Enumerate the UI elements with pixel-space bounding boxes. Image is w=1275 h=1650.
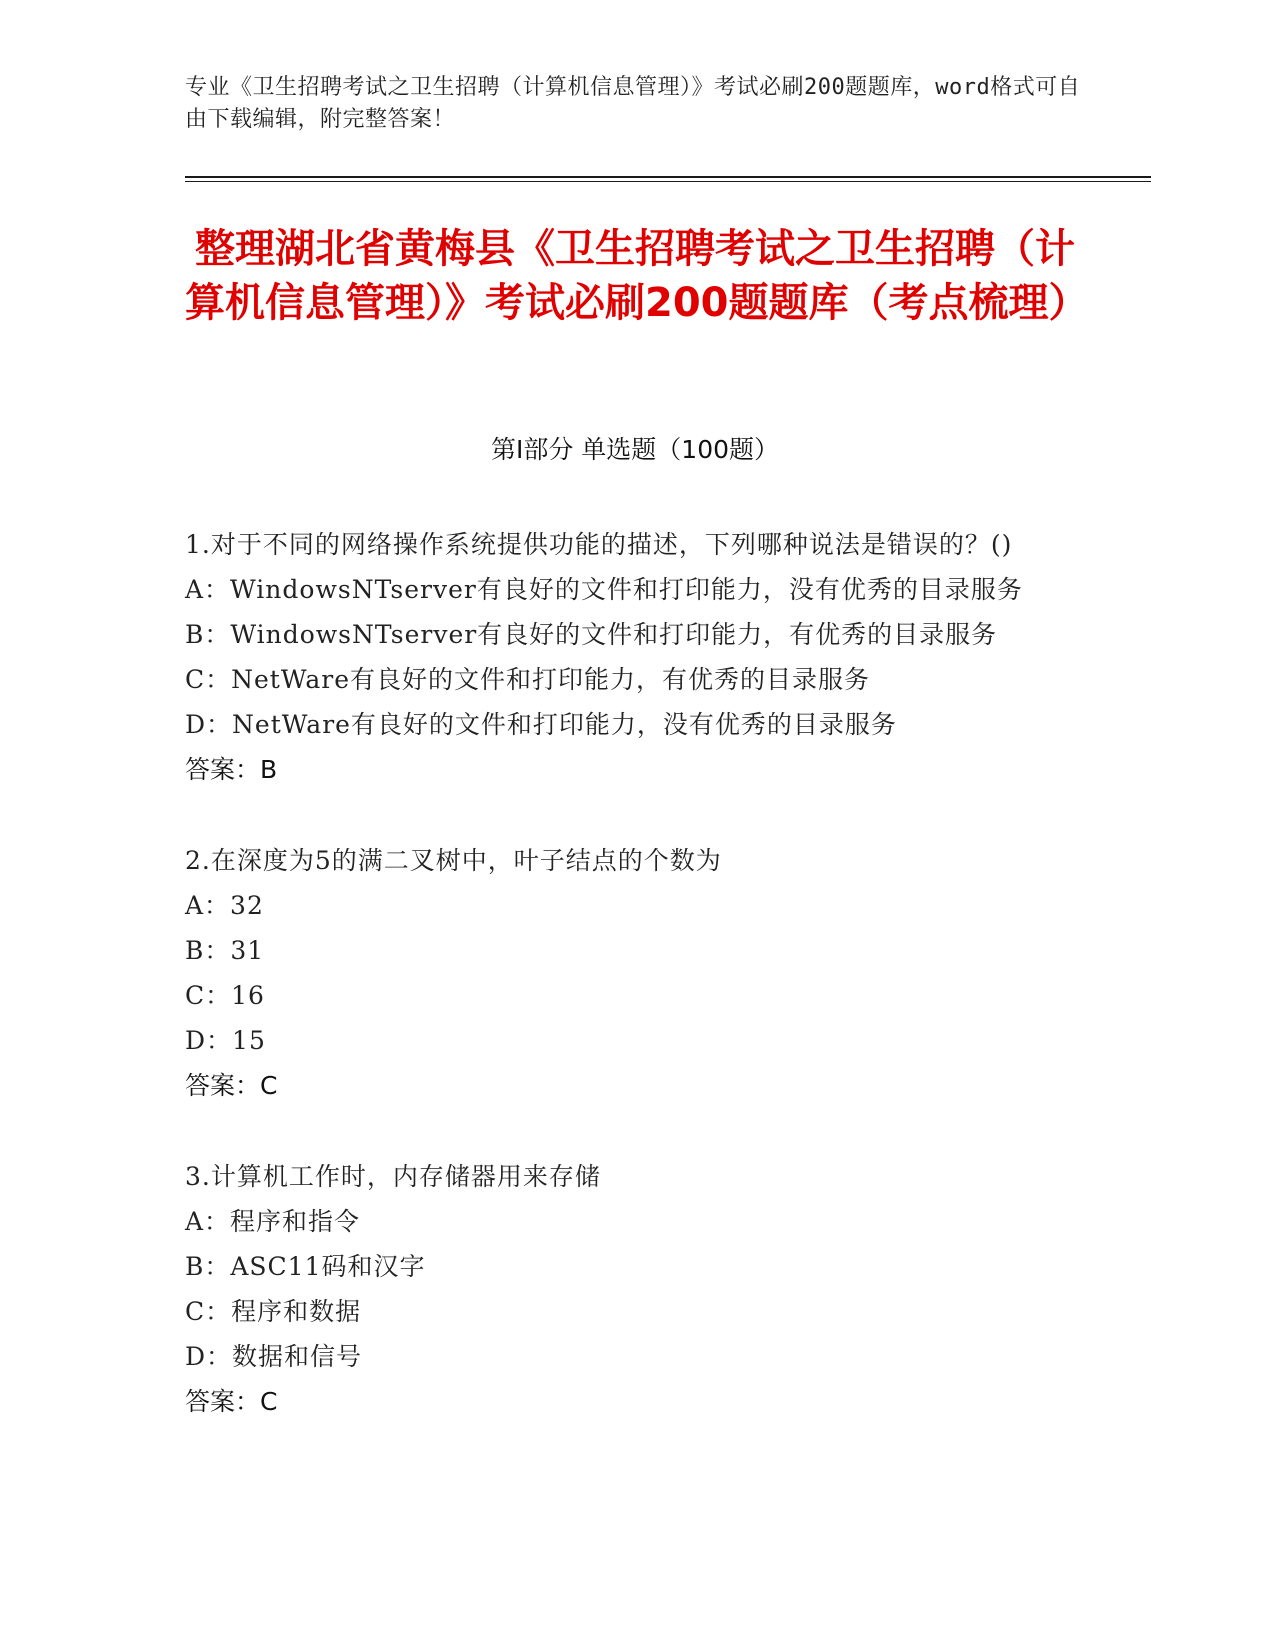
answer: 答案：C	[185, 1071, 278, 1100]
option-a: A：程序和指令	[185, 1207, 361, 1236]
option-b: B：ASC11码和汉字	[185, 1252, 426, 1281]
question-stem: 1.对于不同的网络操作系统提供功能的描述，下列哪种说法是错误的？()	[185, 530, 1013, 559]
header-divider-thin	[185, 181, 1151, 182]
option-c: C：16	[185, 981, 265, 1010]
option-d: D：NetWare有良好的文件和打印能力，没有优秀的目录服务	[185, 710, 897, 739]
option-c: C：NetWare有良好的文件和打印能力，有优秀的目录服务	[185, 665, 871, 694]
option-a: A：32	[185, 891, 264, 920]
question-1	[185, 522, 1085, 792]
question-list	[185, 522, 1085, 1470]
option-b: B：WindowsNTserver有良好的文件和打印能力，有优秀的目录服务	[185, 620, 998, 649]
question-stem: 3.计算机工作时，内存储器用来存储	[185, 1162, 601, 1191]
option-d: D：数据和信号	[185, 1342, 363, 1371]
answer: 答案：B	[185, 755, 278, 784]
option-d: D：15	[185, 1026, 266, 1055]
section-title: 第Ⅰ部分 单选题（100题）	[490, 435, 780, 464]
header-divider-thick	[185, 176, 1151, 178]
option-c: C：程序和数据	[185, 1297, 362, 1326]
document-title: 整理湖北省黄梅县《卫生招聘考试之卫生招聘（计算机信息管理）》考试必刷200题题库（考点梳理）	[185, 226, 1089, 326]
question-stem: 2.在深度为5的满二叉树中，叶子结点的个数为	[185, 846, 722, 875]
answer: 答案：C	[185, 1387, 278, 1416]
header-note: 专业《卫生招聘考试之卫生招聘（计算机信息管理）》考试必刷200题题库，word格式可自由下载编辑，附完整答案！	[185, 75, 1081, 132]
option-a: A：WindowsNTserver有良好的文件和打印能力，没有优秀的目录服务	[185, 575, 1023, 604]
question-2	[185, 838, 1085, 1108]
option-b: B：31	[185, 936, 265, 965]
question-3	[185, 1154, 1085, 1424]
